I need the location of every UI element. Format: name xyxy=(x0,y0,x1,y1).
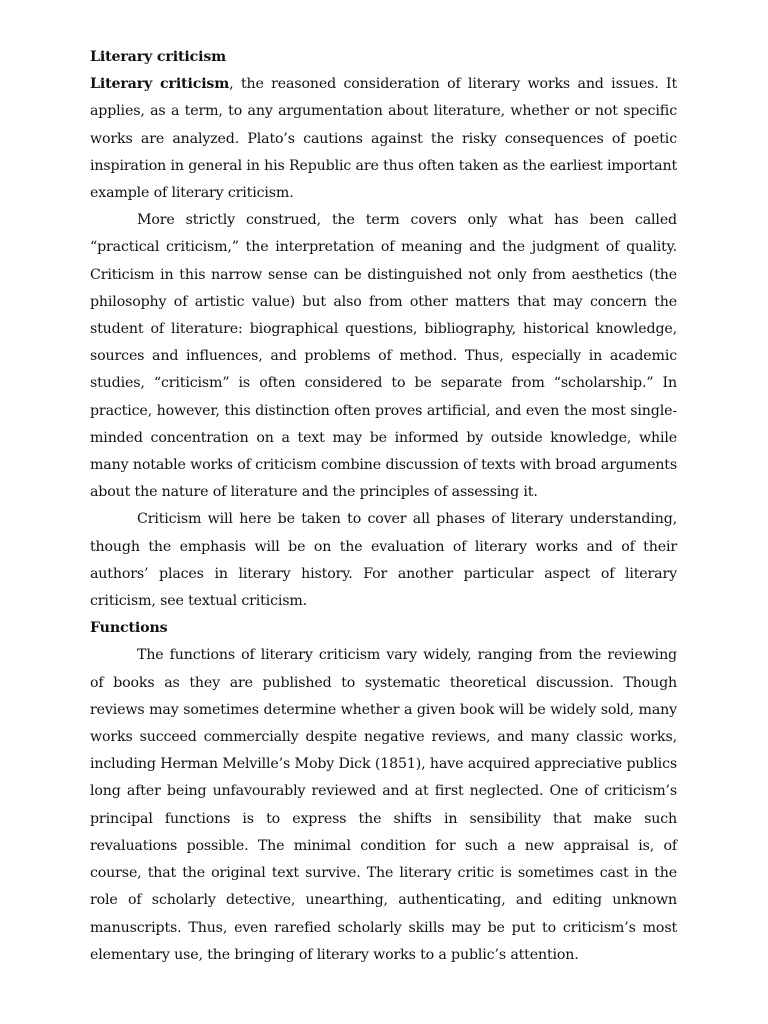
functions-paragraph-1: The functions of literary criticism vary widely, ranging from the reviewing of books as they are published to systematic theoretical discussion. Though reviews may sometimes determine whether a given book will be widely sold, many works succeed commercially despite negative reviews, and many classic works, including Herman Melville’s Moby Dick (1851), have acquired appreciative publics long after being unfavourably reviewed and at first neglected. One of criticism’s principal functions is to express the shifts in sensibility that make such revaluations possible. The minimal condition for such a new appraisal is, of course, that the original text survive. The literary critic is sometimes cast in the role of scholarly detective, unearthing, authenticating, and editing unknown manuscripts. Thus, even rarefied scholarly skills may be put to criticism’s most elementary use, the bringing of literary works to a public’s attention. xyxy=(90,647,677,963)
section-heading-functions: Functions xyxy=(90,620,168,637)
intro-lead-term: Literary criticism xyxy=(90,76,230,93)
document-title: Literary criticism xyxy=(90,49,227,65)
body-paragraph-1: More strictly construed, the term covers only what has been called “practical criticism,” the interpretation of meaning and the judgment of quality. Criticism in this narrow sense can be distinguished not only from aesthetics (the philosophy of artistic value) but also from other matters that may concern the student of literature: biographical questions, bibliography, historical knowledge, sources and influences, and problems of method. Thus, especially in academic studies, “criticism” is often considered to be separate from “scholarship.” In practice, however, this distinction often proves artificial, and even the most single-minded concentration on a text may be informed by outside knowledge, while many notable works of criticism combine discussion of texts with broad arguments about the nature of literature and the principles of assessing it. xyxy=(90,212,677,501)
document-page xyxy=(90,44,677,969)
body-paragraph-2: Criticism will here be taken to cover all phases of literary understanding, though the emphasis will be on the evaluation of literary works and of their authors’ places in literary history. For another particular aspect of literary criticism, see textual criticism. xyxy=(90,511,677,610)
intro-text: , the reasoned consideration of literary works and issues. It applies, as a term, to any argumentation about literature, whether or not specific works are analyzed. Plato’s cautions against the risky consequences of poetic inspiration in general in his Republic are thus often taken as the earliest important example of literary criticism. xyxy=(90,76,678,202)
intro-paragraph xyxy=(90,71,677,207)
